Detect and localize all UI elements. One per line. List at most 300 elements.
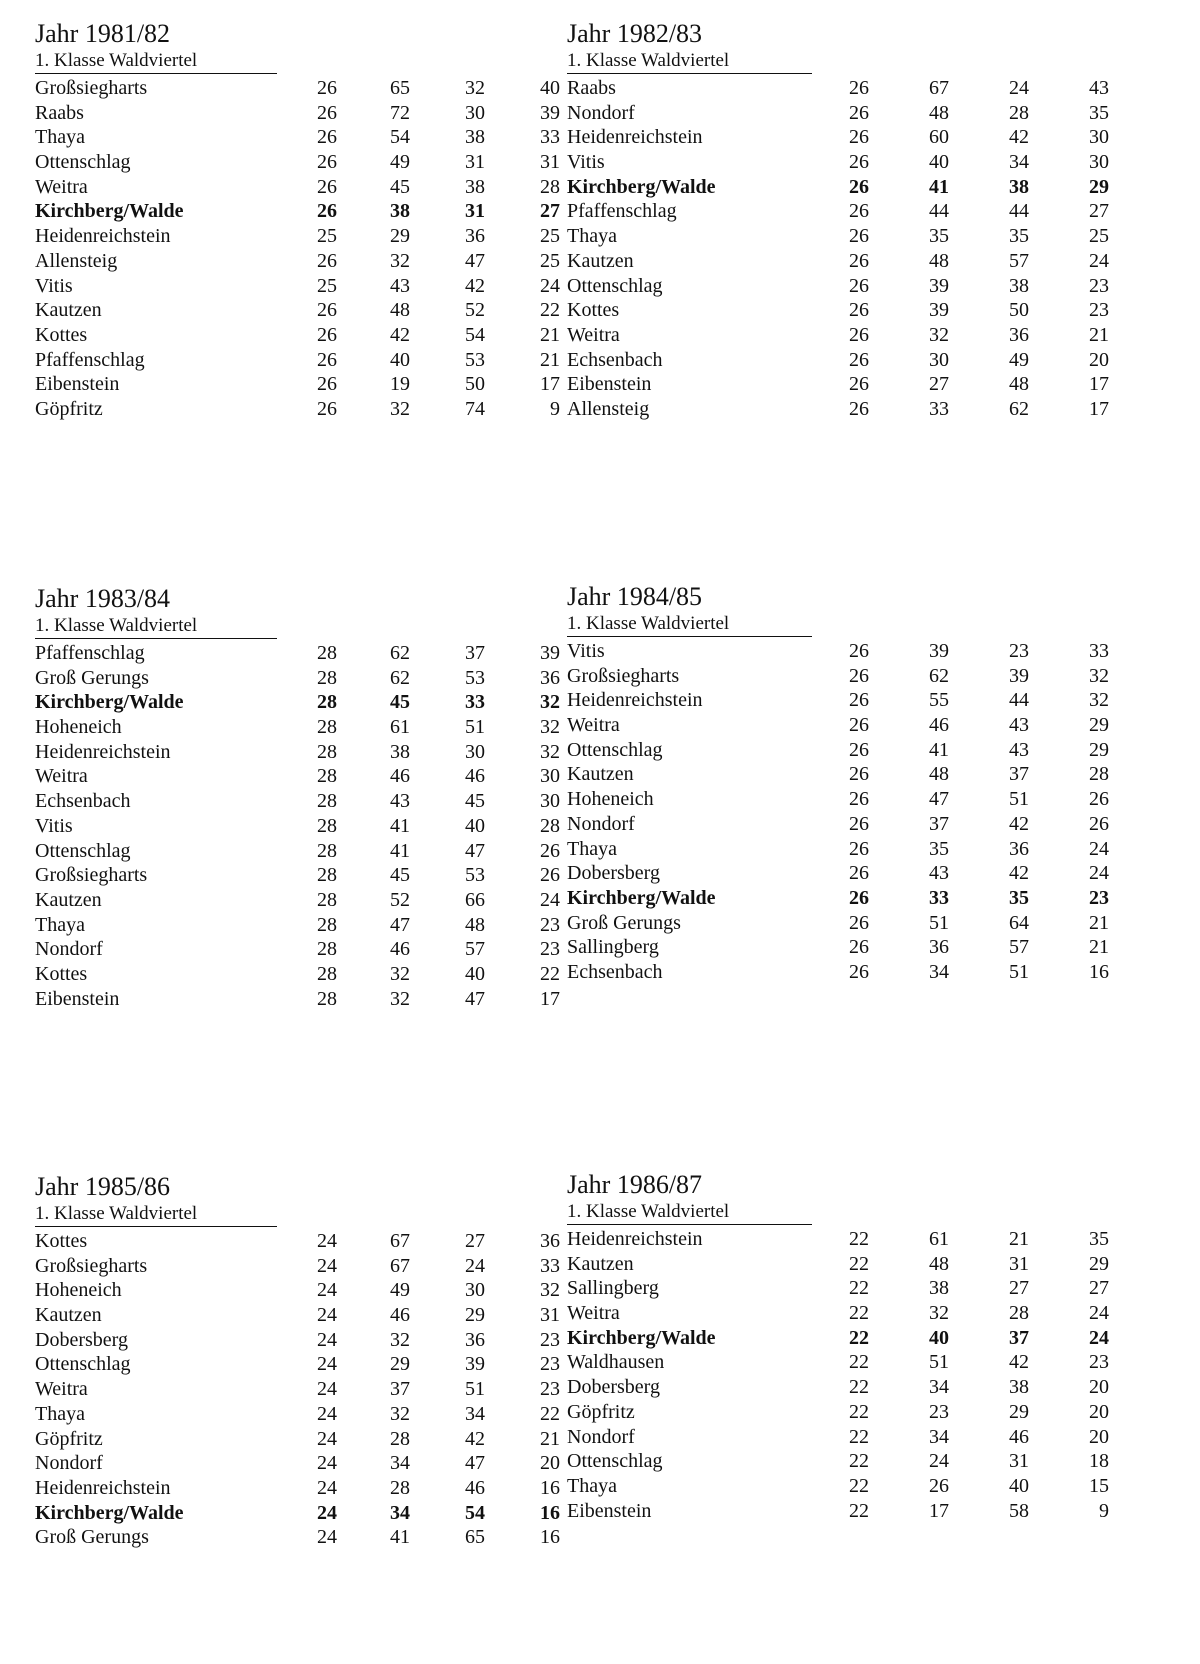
goals-against: 23	[1009, 640, 1029, 662]
table-row	[567, 911, 1109, 936]
team-name: Heidenreichstein	[35, 1476, 171, 1499]
games-played: 26	[849, 763, 869, 786]
goals-for: 46	[929, 714, 949, 737]
points: 36	[540, 666, 560, 689]
goals-against: 54	[465, 1501, 485, 1524]
table-row	[35, 1427, 560, 1452]
team-name: Nondorf	[567, 812, 635, 835]
goals-against: 37	[465, 642, 485, 664]
games-played: 24	[317, 1378, 337, 1401]
team-name: Ottenschlag	[35, 151, 131, 174]
goals-against: 27	[465, 1230, 485, 1252]
points: 21	[1089, 911, 1109, 934]
table-row	[567, 274, 1109, 299]
points: 21	[540, 348, 560, 371]
points: 24	[1089, 1326, 1109, 1349]
table-row	[35, 913, 560, 938]
goals-for: 60	[929, 126, 949, 149]
goals-against: 57	[1009, 249, 1029, 272]
games-played: 26	[317, 249, 337, 272]
goals-for: 32	[929, 323, 949, 346]
table-row	[35, 1501, 560, 1526]
header-divider	[35, 1226, 277, 1227]
points: 39	[540, 101, 560, 124]
team-name: Vitis	[567, 151, 605, 174]
goals-for: 32	[390, 987, 410, 1010]
goals-for: 62	[390, 666, 410, 689]
goals-for: 38	[390, 200, 410, 223]
goals-against: 35	[1009, 886, 1029, 909]
league-table-5	[35, 1172, 560, 1550]
team-name: Dobersberg	[35, 1328, 128, 1351]
points: 32	[540, 691, 560, 714]
table-row	[35, 199, 560, 224]
points: 24	[1089, 837, 1109, 860]
table-row	[567, 1400, 1109, 1425]
goals-against: 53	[465, 666, 485, 689]
table-row	[567, 1375, 1109, 1400]
team-name: Dobersberg	[567, 862, 660, 885]
header-divider	[567, 73, 812, 74]
goals-against: 42	[465, 1427, 485, 1450]
goals-against: 51	[465, 1378, 485, 1401]
team-name: Hoheneich	[35, 716, 122, 739]
table-row	[567, 1326, 1109, 1351]
games-played: 26	[317, 151, 337, 174]
goals-against: 30	[465, 740, 485, 763]
goals-for: 43	[929, 862, 949, 885]
points: 43	[1089, 77, 1109, 99]
goals-for: 34	[390, 1501, 410, 1524]
points: 17	[540, 987, 560, 1010]
team-name: Nondorf	[567, 101, 635, 124]
table-row	[567, 664, 1109, 689]
table-row	[567, 861, 1109, 886]
games-played: 26	[849, 714, 869, 737]
table-title: Jahr 1981/82	[35, 19, 171, 48]
table-subtitle: 1. Klasse Waldviertel	[35, 50, 198, 71]
goals-for: 54	[390, 126, 410, 149]
goals-against: 51	[1009, 960, 1029, 983]
goals-for: 24	[929, 1450, 949, 1473]
table-row	[35, 863, 560, 888]
points: 16	[1089, 960, 1109, 983]
games-played: 26	[317, 101, 337, 124]
table-row	[567, 960, 1109, 985]
goals-against: 57	[1009, 936, 1029, 959]
table-subtitle: 1. Klasse Waldviertel	[567, 613, 730, 634]
games-played: 26	[849, 126, 869, 149]
goals-for: 46	[390, 938, 410, 961]
table-row	[567, 688, 1109, 713]
goals-against: 39	[1009, 664, 1029, 687]
table-row	[35, 323, 560, 348]
table-row	[567, 886, 1109, 911]
points: 21	[1089, 323, 1109, 346]
points: 20	[1089, 1425, 1109, 1448]
goals-for: 41	[390, 1526, 410, 1549]
goals-against: 36	[1009, 323, 1029, 346]
points: 24	[540, 888, 560, 911]
goals-against: 43	[1009, 714, 1029, 737]
goals-against: 40	[465, 814, 485, 837]
goals-against: 28	[1009, 101, 1029, 124]
games-played: 22	[849, 1474, 869, 1497]
points: 29	[1089, 175, 1109, 198]
team-name: Kirchberg/Walde	[567, 886, 716, 909]
points: 26	[540, 864, 560, 887]
points: 26	[1089, 812, 1109, 835]
table-row	[35, 740, 560, 765]
games-played: 22	[849, 1425, 869, 1448]
goals-for: 27	[929, 373, 949, 396]
goals-against: 44	[1009, 200, 1029, 223]
games-played: 22	[849, 1326, 869, 1349]
team-name: Nondorf	[35, 938, 103, 961]
table-row	[567, 1449, 1109, 1474]
table-row	[567, 1474, 1109, 1499]
goals-for: 23	[929, 1400, 949, 1423]
team-name: Sallingberg	[567, 1277, 659, 1300]
goals-for: 48	[929, 101, 949, 124]
goals-against: 48	[1009, 373, 1029, 396]
goals-against: 57	[465, 938, 485, 961]
team-name: Kottes	[567, 299, 620, 322]
points: 23	[1089, 886, 1109, 909]
games-played: 25	[317, 274, 337, 297]
team-name: Ottenschlag	[35, 1353, 131, 1376]
goals-for: 36	[929, 936, 949, 959]
points: 9	[550, 397, 560, 420]
goals-against: 39	[465, 1353, 485, 1376]
games-played: 26	[849, 812, 869, 835]
table-row	[567, 1499, 1109, 1524]
team-name: Thaya	[35, 1402, 85, 1425]
points: 17	[1089, 397, 1109, 420]
games-played: 28	[317, 642, 337, 664]
table-row	[35, 1525, 560, 1550]
points: 24	[540, 274, 560, 297]
table-row	[567, 1252, 1109, 1277]
goals-for: 45	[390, 864, 410, 887]
points: 18	[1089, 1450, 1109, 1473]
table-row	[35, 937, 560, 962]
team-name: Kautzen	[567, 1252, 634, 1275]
games-played: 24	[317, 1452, 337, 1475]
games-played: 22	[849, 1400, 869, 1423]
team-name: Kottes	[35, 323, 88, 346]
games-played: 28	[317, 839, 337, 862]
goals-against: 31	[1009, 1450, 1029, 1473]
goals-for: 32	[390, 249, 410, 272]
team-name: Kautzen	[567, 249, 634, 272]
team-name: Großsiegharts	[35, 1254, 148, 1277]
points: 35	[1089, 101, 1109, 124]
table-row	[567, 1425, 1109, 1450]
points: 22	[540, 1402, 560, 1425]
goals-for: 48	[929, 1252, 949, 1275]
goals-for: 39	[929, 274, 949, 297]
team-name: Weitra	[35, 765, 88, 788]
goals-against: 44	[1009, 689, 1029, 712]
team-name: Kautzen	[35, 299, 102, 322]
team-name: Weitra	[567, 714, 620, 737]
goals-for: 41	[929, 738, 949, 761]
table-row	[35, 249, 560, 274]
team-name: Ottenschlag	[567, 1450, 663, 1473]
goals-for: 44	[929, 200, 949, 223]
goals-against: 32	[465, 77, 485, 99]
team-name: Ottenschlag	[567, 274, 663, 297]
games-played: 26	[849, 640, 869, 662]
team-name: Kirchberg/Walde	[35, 200, 184, 223]
goals-against: 42	[465, 274, 485, 297]
team-name: Heidenreichstein	[567, 126, 703, 149]
games-played: 26	[317, 77, 337, 99]
points: 33	[1089, 640, 1109, 662]
goals-for: 32	[390, 1402, 410, 1425]
team-name: Echsenbach	[567, 960, 663, 983]
goals-for: 41	[390, 839, 410, 862]
goals-against: 48	[465, 913, 485, 936]
goals-for: 46	[390, 765, 410, 788]
goals-against: 46	[1009, 1425, 1029, 1448]
goals-against: 40	[465, 962, 485, 985]
points: 32	[540, 1279, 560, 1302]
points: 36	[540, 1230, 560, 1252]
points: 23	[540, 913, 560, 936]
table-row	[35, 1303, 560, 1328]
team-name: Raabs	[567, 77, 616, 99]
table-row	[35, 641, 560, 666]
table-row	[35, 175, 560, 200]
goals-for: 47	[929, 788, 949, 811]
table-title: Jahr 1986/87	[567, 1170, 703, 1199]
team-name: Vitis	[35, 814, 73, 837]
goals-for: 33	[929, 886, 949, 909]
team-name: Waldhausen	[567, 1351, 665, 1374]
games-played: 26	[849, 299, 869, 322]
table-row	[567, 249, 1109, 274]
goals-for: 55	[929, 689, 949, 712]
team-name: Vitis	[567, 640, 605, 662]
games-played: 26	[849, 151, 869, 174]
points: 20	[1089, 1400, 1109, 1423]
points: 32	[540, 740, 560, 763]
table-row	[567, 199, 1109, 224]
goals-for: 61	[390, 716, 410, 739]
goals-against: 51	[465, 716, 485, 739]
goals-for: 28	[390, 1427, 410, 1450]
goals-for: 37	[390, 1378, 410, 1401]
team-name: Heidenreichstein	[35, 225, 171, 248]
team-name: Pfaffenschlag	[567, 200, 677, 223]
goals-against: 53	[465, 348, 485, 371]
points: 32	[1089, 664, 1109, 687]
games-played: 26	[849, 274, 869, 297]
points: 40	[540, 77, 560, 99]
points: 24	[1089, 249, 1109, 272]
goals-against: 35	[1009, 225, 1029, 248]
games-played: 28	[317, 765, 337, 788]
points: 25	[540, 249, 560, 272]
games-played: 26	[849, 200, 869, 223]
table-row	[35, 962, 560, 987]
team-name: Weitra	[567, 323, 620, 346]
table-row	[567, 787, 1109, 812]
team-name: Kautzen	[567, 763, 634, 786]
team-name: Kirchberg/Walde	[35, 691, 184, 714]
games-played: 24	[317, 1353, 337, 1376]
table-row	[567, 1227, 1109, 1252]
goals-against: 31	[465, 200, 485, 223]
table-row	[567, 738, 1109, 763]
goals-against: 47	[465, 987, 485, 1010]
team-name: Thaya	[35, 913, 85, 936]
team-name: Heidenreichstein	[567, 689, 703, 712]
team-name: Hoheneich	[567, 788, 654, 811]
team-name: Hoheneich	[35, 1279, 122, 1302]
points: 31	[540, 1304, 560, 1327]
points: 24	[1089, 862, 1109, 885]
goals-against: 50	[465, 373, 485, 396]
table-row	[567, 639, 1109, 664]
goals-for: 52	[390, 888, 410, 911]
games-played: 26	[317, 299, 337, 322]
team-name: Nondorf	[567, 1425, 635, 1448]
goals-against: 31	[465, 151, 485, 174]
goals-for: 39	[929, 299, 949, 322]
points: 29	[1089, 738, 1109, 761]
goals-against: 42	[1009, 812, 1029, 835]
goals-for: 17	[929, 1499, 949, 1522]
games-played: 26	[849, 397, 869, 420]
team-name: Eibenstein	[35, 987, 120, 1010]
points: 9	[1099, 1499, 1109, 1522]
goals-for: 34	[390, 1452, 410, 1475]
goals-against: 38	[465, 175, 485, 198]
points: 21	[540, 323, 560, 346]
table-row	[35, 1402, 560, 1427]
team-name: Kirchberg/Walde	[567, 1326, 716, 1349]
games-played: 24	[317, 1427, 337, 1450]
table-row	[35, 348, 560, 373]
games-played: 28	[317, 864, 337, 887]
goals-for: 67	[929, 77, 949, 99]
goals-for: 62	[929, 664, 949, 687]
goals-against: 38	[1009, 274, 1029, 297]
points: 23	[540, 1378, 560, 1401]
league-table-4	[567, 582, 1109, 985]
goals-for: 30	[929, 348, 949, 371]
games-played: 24	[317, 1304, 337, 1327]
team-name: Groß Gerungs	[35, 666, 149, 689]
points: 16	[540, 1501, 560, 1524]
table-row	[567, 125, 1109, 150]
points: 22	[540, 962, 560, 985]
goals-for: 29	[390, 225, 410, 248]
team-name: Ottenschlag	[567, 738, 663, 761]
points: 33	[540, 1254, 560, 1277]
goals-for: 39	[929, 640, 949, 662]
goals-against: 34	[1009, 151, 1029, 174]
team-name: Thaya	[35, 126, 85, 149]
goals-against: 38	[1009, 1376, 1029, 1399]
goals-for: 67	[390, 1254, 410, 1277]
table-title: Jahr 1985/86	[35, 1172, 171, 1201]
goals-for: 32	[390, 962, 410, 985]
points: 31	[540, 151, 560, 174]
table-subtitle: 1. Klasse Waldviertel	[35, 615, 198, 636]
table-row	[567, 935, 1109, 960]
goals-for: 33	[929, 397, 949, 420]
table-row	[35, 1377, 560, 1402]
points: 25	[1089, 225, 1109, 248]
points: 15	[1089, 1474, 1109, 1497]
goals-for: 43	[390, 790, 410, 813]
team-name: Großsiegharts	[567, 664, 680, 687]
goals-against: 64	[1009, 911, 1029, 934]
header-divider	[567, 636, 812, 637]
goals-for: 42	[390, 323, 410, 346]
goals-against: 40	[1009, 1474, 1029, 1497]
points: 30	[540, 790, 560, 813]
table-row	[35, 764, 560, 789]
goals-against: 53	[465, 864, 485, 887]
league-table-3	[35, 584, 560, 1011]
games-played: 26	[317, 397, 337, 420]
games-played: 24	[317, 1230, 337, 1252]
goals-against: 36	[1009, 837, 1029, 860]
table-row	[567, 837, 1109, 862]
goals-against: 42	[1009, 862, 1029, 885]
table-row	[567, 150, 1109, 175]
games-played: 22	[849, 1499, 869, 1522]
team-name: Großsiegharts	[35, 864, 148, 887]
points: 23	[540, 1353, 560, 1376]
games-played: 26	[849, 837, 869, 860]
team-name: Kottes	[35, 962, 88, 985]
table-row	[35, 274, 560, 299]
table-row	[35, 690, 560, 715]
table-row	[35, 839, 560, 864]
goals-against: 62	[1009, 397, 1029, 420]
points: 16	[540, 1476, 560, 1499]
goals-for: 40	[390, 348, 410, 371]
goals-for: 28	[390, 1476, 410, 1499]
goals-for: 34	[929, 1425, 949, 1448]
team-name: Weitra	[35, 175, 88, 198]
games-played: 26	[317, 348, 337, 371]
table-row	[35, 298, 560, 323]
team-name: Pfaffenschlag	[35, 642, 145, 664]
games-played: 28	[317, 913, 337, 936]
team-name: Allensteig	[567, 397, 650, 420]
goals-against: 36	[465, 1328, 485, 1351]
table-row	[567, 762, 1109, 787]
table-row	[567, 175, 1109, 200]
team-name: Echsenbach	[567, 348, 663, 371]
goals-for: 34	[929, 960, 949, 983]
goals-for: 34	[929, 1376, 949, 1399]
table-row	[35, 666, 560, 691]
points: 26	[540, 839, 560, 862]
team-name: Göpfritz	[567, 1400, 635, 1423]
table-row	[567, 76, 1109, 101]
points: 28	[540, 814, 560, 837]
games-played: 26	[317, 373, 337, 396]
points: 27	[1089, 200, 1109, 223]
